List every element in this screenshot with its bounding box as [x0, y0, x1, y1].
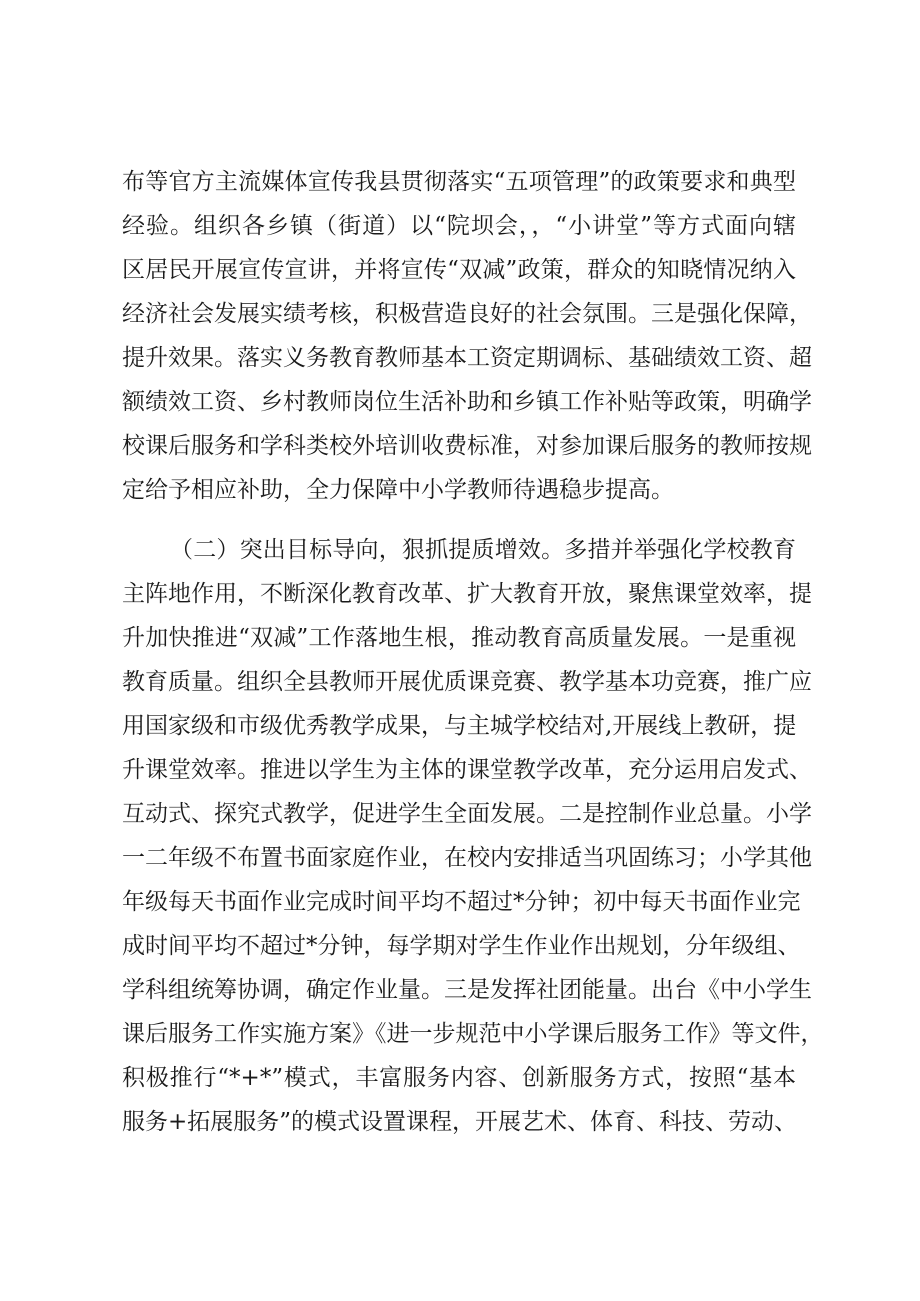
text-line	[0, 796, 920, 832]
line-text: （二）突出目标导向，狠抓提质增效。多措并举强化学校教育	[170, 537, 796, 563]
line-text: 区居民开展宣传宣讲，并将宣传“双减”政策，群众的知晓情况纳入	[122, 257, 796, 283]
line-text: 布等官方主流媒体宣传我县贯彻落实“五项管理”的政策要求和典型	[122, 169, 796, 195]
text-line	[0, 664, 920, 700]
line-text: 提升效果。落实义务教育教师基本工资定期调标、基础绩效工资、超	[122, 345, 812, 371]
line-text: 学科组统筹协调，确定作业量。三是发挥社团能量。出台《中小学生	[122, 977, 812, 1003]
line-text: 升加快推进“双减”工作落地生根，推动教育高质量发展。一是重视	[122, 625, 796, 651]
paragraph-heading-line	[0, 532, 920, 568]
line-text: 年级每天书面作业完成时间平均不超过*分钟；初中每天书面作业完	[122, 889, 801, 915]
line-text: 用国家级和市级优秀教学成果，与主城学校结对,开展线上教研，提	[122, 713, 797, 739]
text-line	[0, 928, 920, 964]
line-text: 额绩效工资、乡村教师岗位生活补助和乡镇工作补贴等政策，明确学	[122, 389, 812, 415]
text-line	[0, 840, 920, 876]
text-line	[0, 164, 920, 200]
line-text: 一二年级不布置书面家庭作业，在校内安排适当巩固练习；小学其他	[122, 845, 812, 871]
text-line	[0, 296, 920, 332]
line-text: 课后服务工作实施方案》《进一步规范中小学课后服务工作》等文件，	[122, 1021, 824, 1047]
text-line	[0, 576, 920, 612]
text-line	[0, 884, 920, 920]
line-text: 升课堂效率。推进以学生为主体的课堂教学改革，充分运用启发式、	[122, 757, 812, 783]
line-text: 主阵地作用，不断深化教育改革、扩大教育开放，聚焦课堂效率，提	[122, 581, 812, 607]
text-line	[0, 208, 920, 244]
text-line	[0, 384, 920, 420]
text-line	[0, 472, 920, 508]
line-text: 校课后服务和学科类校外培训收费标准，对参加课后服务的教师按规	[122, 433, 812, 459]
text-line	[0, 428, 920, 464]
text-line	[0, 708, 920, 744]
line-text: 定给予相应补助，全力保障中小学教师待遇稳步提高。	[122, 477, 674, 503]
line-text: 教育质量。组织全县教师开展优质课竞赛、教学基本功竞赛，推广应	[122, 669, 812, 695]
line-text: 成时间平均不超过*分钟，每学期对学生作业作出规划，分年级组、	[122, 933, 801, 959]
line-text: 互动式、探究式教学，促进学生全面发展。二是控制作业总量。小学	[122, 801, 812, 827]
line-text: 经验。组织各乡镇（街道）以“院坝会，，“小讲堂”等方式面向辖	[122, 213, 796, 239]
text-line	[0, 620, 920, 656]
text-line	[0, 972, 920, 1008]
text-line	[0, 1060, 920, 1096]
text-line	[0, 1016, 920, 1052]
text-line	[0, 340, 920, 376]
text-line	[0, 752, 920, 788]
line-text: 服务+拓展服务”的模式设置课程，开展艺术、体育、科技、劳动、	[122, 1109, 798, 1135]
line-text: 积极推行“*+*”模式，丰富服务内容、创新服务方式，按照“基本	[122, 1065, 796, 1091]
text-line	[0, 1104, 920, 1140]
text-line	[0, 252, 920, 288]
line-text: 经济社会发展实绩考核，积极营造良好的社会氛围。三是强化保障，	[122, 301, 812, 327]
